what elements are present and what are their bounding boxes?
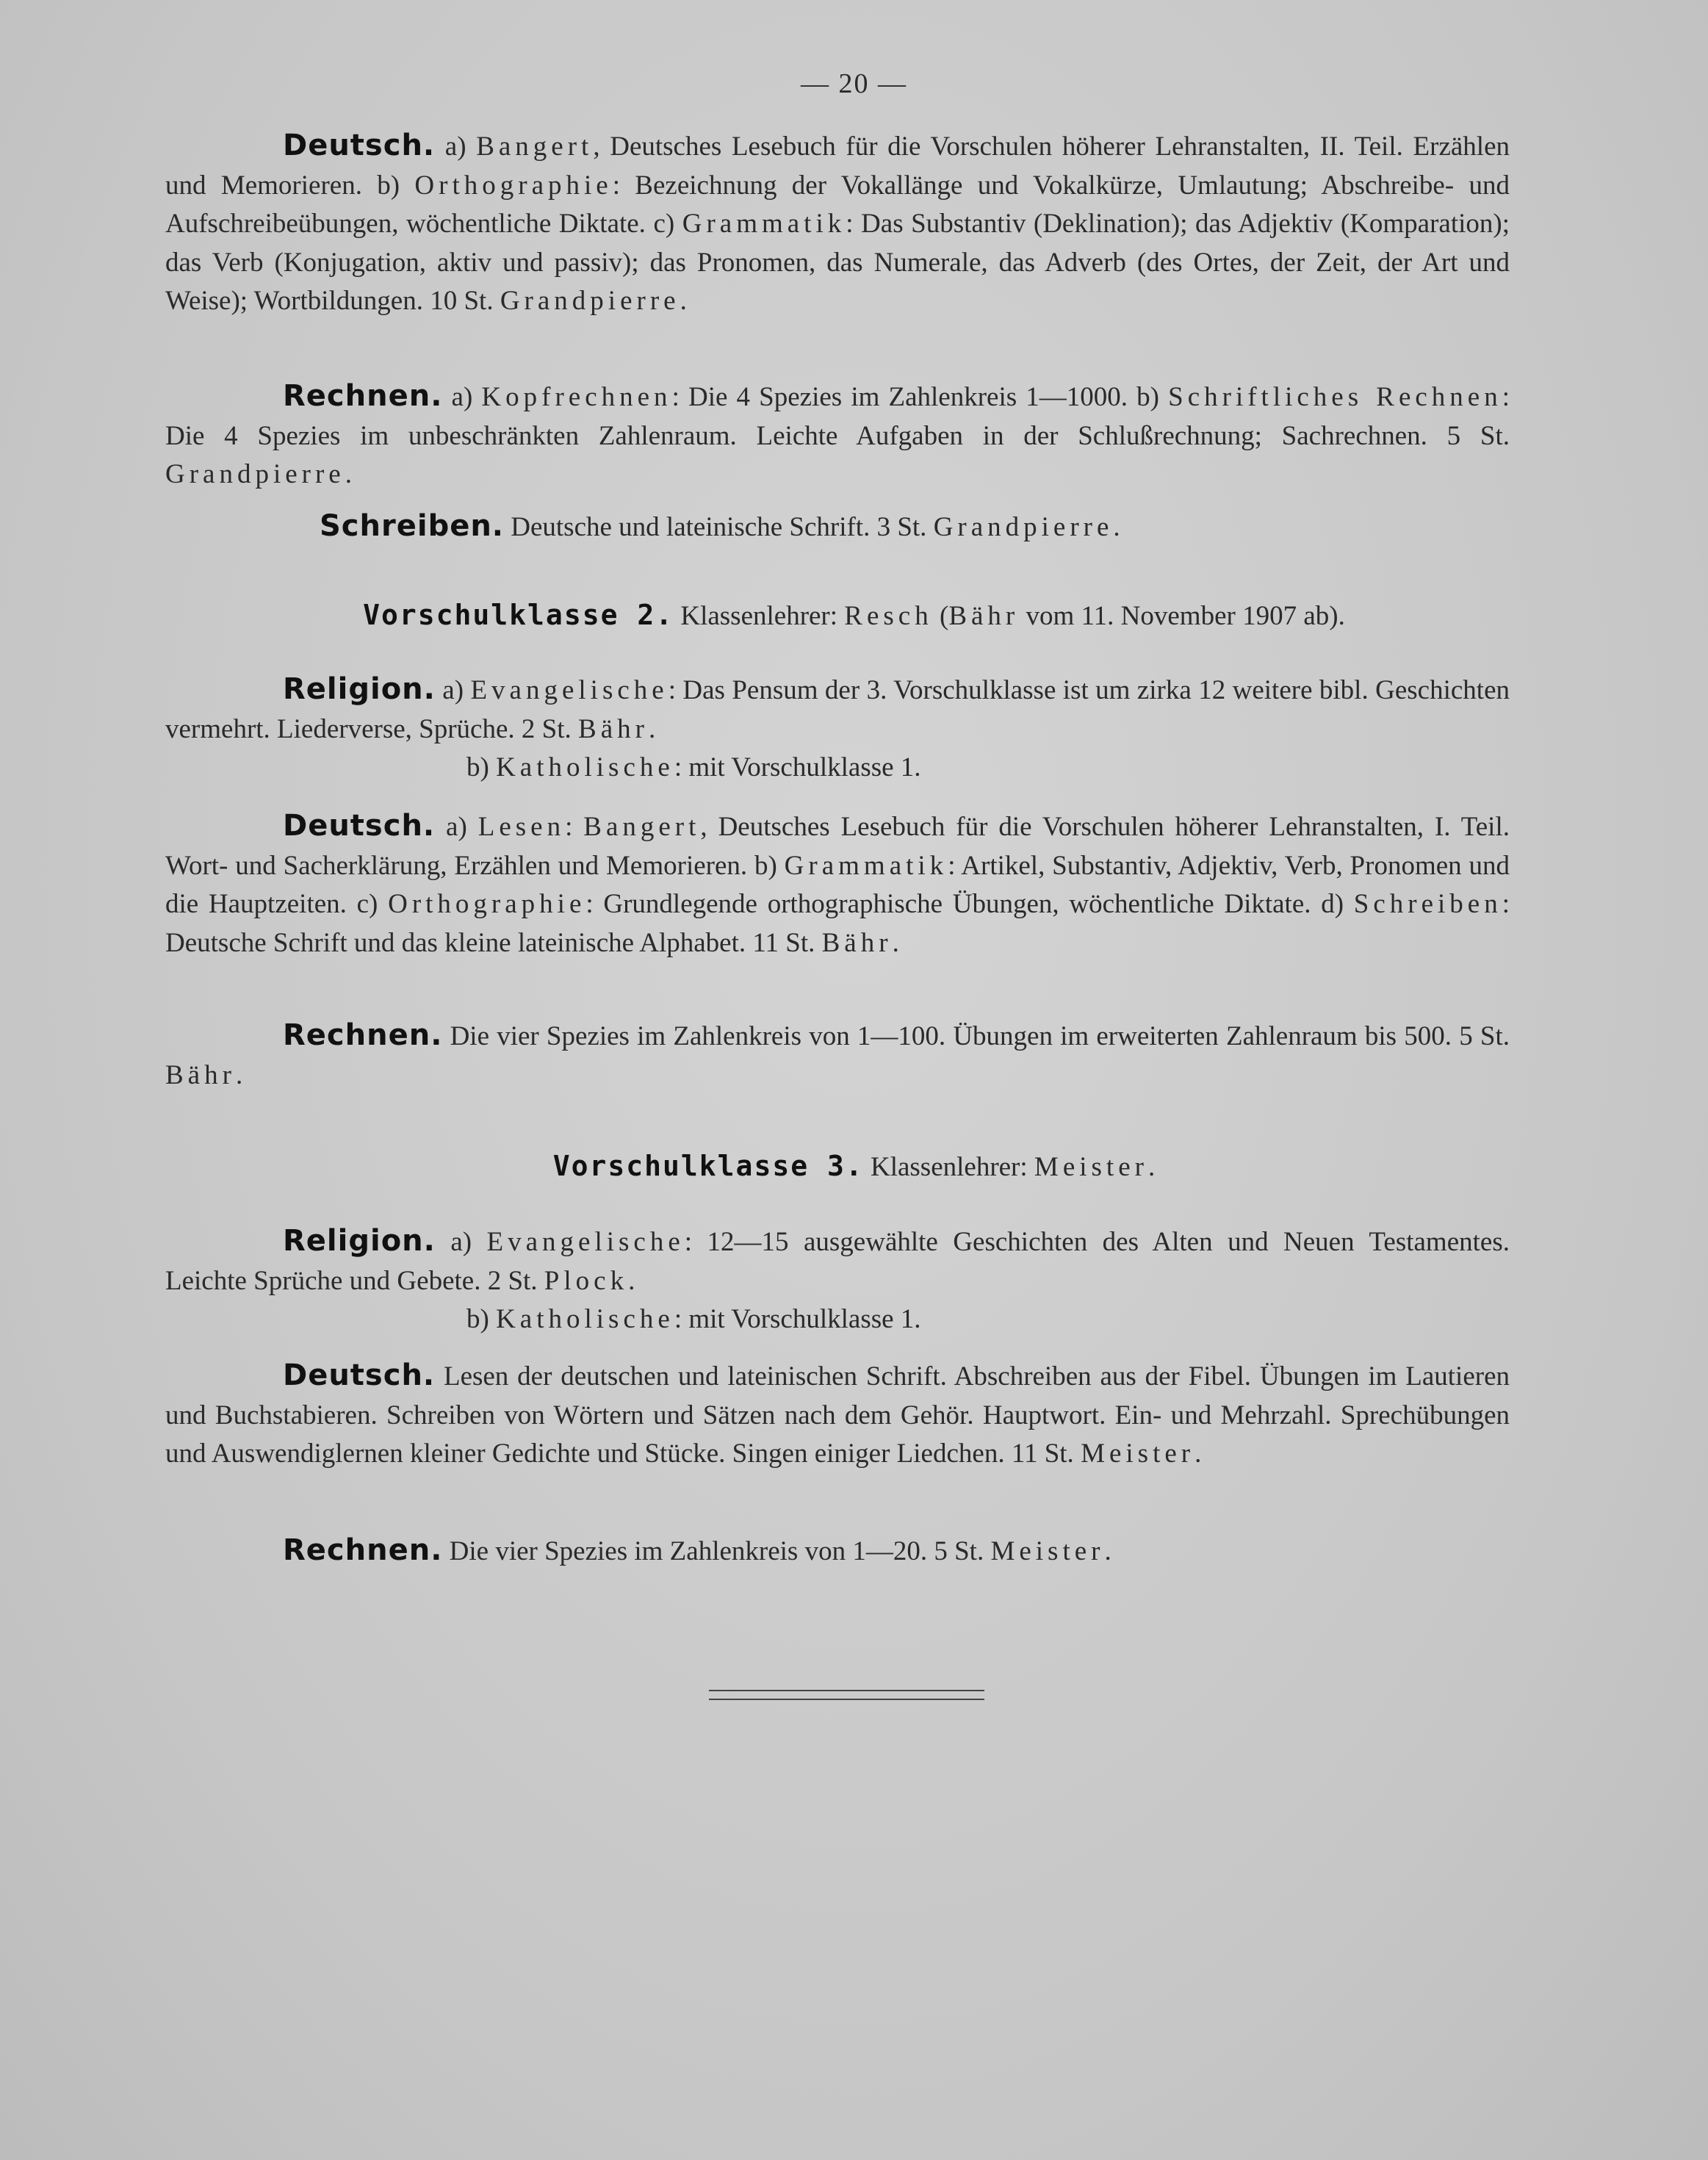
section-k2-deutsch [165,807,1510,962]
paragraph-religion-b: b) Katholische: mit Vorschulklasse 1. [466,752,921,782]
subject-heading: Deutsch. [283,1358,436,1392]
teacher-name: Meister [990,1536,1105,1566]
section-rechnen-1 [165,377,1510,494]
paragraph-schreiben: Schreiben. Deutsche und lateinische Schrift. 3 St. Grandpierre. [320,509,1120,543]
class-heading-2: Vorschulklasse 2. Klassenlehrer: Resch (Bähr vom 11. November 1907 ab). [363,599,1345,631]
class-heading-3: Vorschulklasse 3. Klassenlehrer: Meister. [552,1150,1156,1182]
teacher-name: Bähr [821,927,893,958]
subject-heading: Schreiben. [320,509,504,543]
section-k3-deutsch [165,1356,1510,1474]
teacher-name: Bähr [165,1059,236,1090]
teacher-name: Grandpierre [500,286,680,316]
page-number: — 20 — [801,68,907,99]
class-title: Vorschulklasse 3. [552,1150,864,1182]
subject-heading: Rechnen. [283,1018,443,1052]
subject-heading: Rechnen. [283,379,443,413]
section-k3-rechnen [165,1531,1510,1572]
paragraph-rechnen: Rechnen. a) Kopfrechnen: Die 4 Spezies im Zahlenkreis 1—1000. b) Schriftliches Rechnen: Die 4 Spezies im unbeschränkten Zahlenraum. Leichte Aufgaben in der Schlußrechnung; Sachrechnen. 5 St. Grandpierre. [165,379,1510,489]
section-k3-religion [165,1222,1510,1339]
teacher-name: Bähr [578,713,649,744]
paragraph-religion-b: b) Katholische: mit Vorschulklasse 1. [466,1304,921,1334]
class-title: Vorschulklasse 2. [363,599,674,631]
paragraph-deutsch: Deutsch. a) Lesen: Bangert, Deutsches Lesebuch für die Vorschulen höherer Lehranstalten, I. Teil. Wort- und Sacherklärung, Erzählen und Memorieren. b) Grammatik: Artikel, Substantiv, Adjektiv, Verb, Pronomen und die Hauptzeiten. c) Orthographie: Grundlegende orthographische Übungen, wöchentliche Diktate. d) Schreiben: Deutsche Schrift und das kleine lateinische Alphabet. 11 St. Bähr. [165,809,1510,958]
subject-heading: Religion. [283,672,436,706]
teacher-name: Grandpierre [165,459,345,489]
subject-heading: Deutsch. [283,809,436,843]
closing-double-rule [709,1690,984,1700]
section-schreiben [165,507,1510,547]
subject-heading: Rechnen. [283,1533,443,1567]
teacher-name: Grandpierre [933,512,1114,542]
subject-heading: Deutsch. [283,129,436,162]
teacher-name: Meister [1081,1439,1195,1469]
section-k2-rechnen [165,1016,1510,1095]
paragraph-religion: Religion. a) Evangelische: 12—15 ausgewählte Geschichten des Alten und Neuen Testamentes. Leichte Sprüche und Gebete. 2 St. Plock. [165,1224,1510,1296]
section-previous-class [165,126,1510,321]
paragraph-rechnen: Rechnen. Die vier Spezies im Zahlenkreis von 1—100. Übungen im erweiterten Zahlenraum bis 500. 5 St. Bähr. [165,1018,1510,1090]
paragraph-religion: Religion. a) Evangelische: Das Pensum der 3. Vorschulklasse ist um zirka 12 weitere bibl. Geschichten vermehrt. Liederverse, Sprüche. 2 St. Bähr. [165,672,1510,744]
paragraph-deutsch: Deutsch. a) Bangert, Deutsches Lesebuch für die Vorschulen höherer Lehranstalten, II. Teil. Erzählen und Memorieren. b) Orthographie: Bezeichnung der Vokallänge und Vokalkürze, Umlautung; Abschreibe- und Aufschreibeübungen, wöchentliche Diktate. c) Grammatik: Das Substantiv (Deklination); das Adjektiv (Komparation); das Verb (Konjugation, aktiv und passiv); das Pronomen, das Numerale, das Adverb (des Ortes, der Zeit, der Art und Weise); Wortbildungen. 10 St. Grandpierre. [165,129,1510,316]
subject-heading: Religion. [283,1224,436,1258]
section-k2-religion [165,670,1510,788]
paragraph-rechnen: Rechnen. Die vier Spezies im Zahlenkreis von 1—20. 5 St. Meister. [283,1533,1111,1567]
teacher-name: Plock [544,1265,629,1296]
paragraph-deutsch: Deutsch. Lesen der deutschen und lateinischen Schrift. Abschreiben aus der Fibel. Übungen im Lautieren und Buchstabieren. Schreiben von Wörtern und Sätzen nach dem Gehör. Hauptwort. Ein- und Mehrzahl. Sprechübungen und Auswendiglernen kleiner Gedichte und Stücke. Singen einiger Liedchen. 11 St. Meister. [165,1358,1510,1469]
